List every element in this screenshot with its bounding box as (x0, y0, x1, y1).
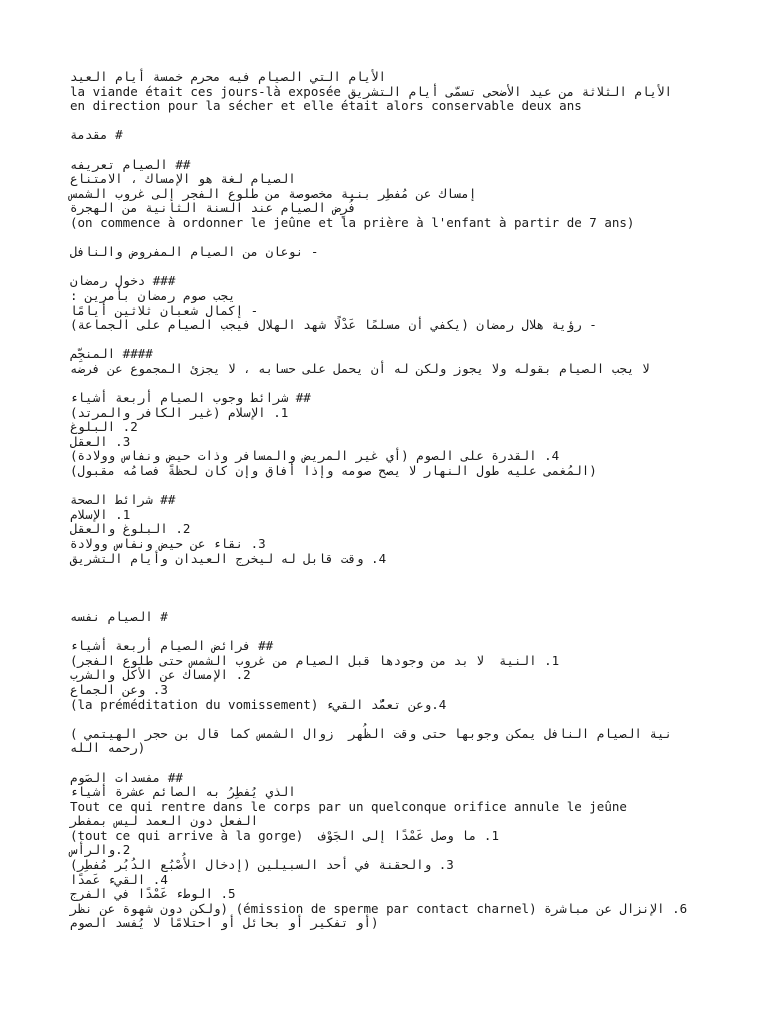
text-line: 2.والرأس (70, 842, 131, 858)
text-line: en direction pour la sécher et elle était alors conservable deux ans (70, 98, 582, 114)
blank-line (70, 566, 710, 581)
text-line: الفعل دون العمد ليس بمفطر (70, 813, 259, 829)
text-line: 1. النية لا بد من وجودها قبل الصيام من غروب الشمس حتى طلوع الفجر) (70, 652, 560, 668)
document-body (70, 70, 710, 931)
section-heading: ## الصيام تعريفه (70, 156, 191, 172)
text-line: 4. وقت قابل له ليخرج العيدان وأيام التشريق (70, 550, 387, 566)
text-line: الصيام لغة هو الإمساك ، الامتناع (70, 171, 296, 187)
text-line: (on commence à ordonner le jeûne et la prière à l'enfant à partir de 7 ans) (70, 214, 635, 230)
text-line: 4. القدرة على الصوم (أي غير المريض والمسافر وذات حيض ونفاس وولادة) (70, 448, 560, 464)
blank-line (70, 231, 710, 246)
text-line: - نوعان من الصيام المفروض والنافل (70, 244, 319, 260)
section-heading: #### المنجِّم (70, 346, 153, 362)
text-line: الأيام الثلاثة من عيد الأضحى تسمّى أيام التشريق la viande était ces jours-là exposée (70, 83, 673, 99)
blank-line (70, 479, 710, 494)
section-heading: ## شرائط الصحة (70, 492, 176, 508)
text-line: 1. ما وصل عَمْدًا إلى الجَوْف (tout ce qui arrive à la gorge) (70, 827, 499, 843)
text-line: 3. وعن الجماع (70, 681, 168, 697)
blank-line (70, 625, 710, 640)
blank-line (70, 114, 710, 129)
section-heading: # الصيام نفسه (70, 608, 168, 624)
blank-line (70, 333, 710, 348)
text-line: 3. والحقنة في أحد السبيلين (إدخال الأُصْبُع الدُبُر مُفطِر) (70, 857, 454, 873)
section-heading: ## مفسدات الصَوم (70, 769, 183, 785)
blank-line (70, 756, 710, 771)
text-line: 2. البلوغ (70, 419, 138, 435)
text-line: 3. العقل (70, 433, 131, 449)
text-line: 1. الإسلام (70, 506, 131, 522)
blank-line (70, 712, 710, 727)
text-line: 4.وعن تعمُّد القيء (la préméditation du vomissement) (70, 696, 447, 712)
text-line: 6. الإنزال عن مباشرة (émission de sperme par contact charnel) (ولكن دون شهوة عن نظر (70, 900, 688, 916)
blank-line (70, 581, 710, 596)
text-line: 4. القيء عَمدًا (70, 871, 168, 887)
blank-line (70, 143, 710, 158)
text-line: لا يجب الصيام بقوله ولا يجوز ولكن له أن يحمل على حسابه ، لا يجزئ المجموع عن فرضه (70, 360, 650, 376)
text-line: يجب صوم رمضان بأمرين : (70, 287, 236, 303)
text-line: - رؤية هلال رمضان (يكفي أن مسلمًا عَدْلًا شهد الهلال فيجب الصيام على الجماعة) (70, 317, 597, 333)
blank-line (70, 376, 710, 391)
text-line: 3. نقاء عن حيض ونفاس وولادة (70, 536, 266, 551)
blank-line (70, 595, 710, 610)
text-line: فُرِض الصيام عند السنة الثانية من الهجرة (70, 200, 356, 216)
text-line: إمساك عن مُفطِر بنية مخصوصة من طلوع الفجر إلى غروب الشمس (70, 185, 477, 201)
text-line: Tout ce qui rentre dans le corps par un quelconque orifice annule le jeûne (70, 798, 627, 814)
section-heading: ## شرائط وجوب الصيام أربعة أشياء (70, 390, 311, 406)
text-line: الأيام التي الصيام فيه محرم خمسة أيام العيد (70, 69, 387, 84)
text-line: الذي يُفطِرُ به الصائم عشرة أشياء (70, 784, 296, 800)
section-heading: ### دخول رمضان (70, 273, 176, 289)
text-line: - إكمال شعبان ثلاثين أيامًا (70, 302, 259, 318)
text-line: (المُغمى عليه طول النهار لا يصح صومه وإذا أفاق وإن كان لحظةً فصامُه مقبول) (70, 463, 597, 479)
text-line: 1. الإسلام (غير الكافر والمرتد) (70, 404, 289, 420)
text-line: 2. الإمساك عن الأكل والشرب (70, 667, 251, 683)
section-heading: ## فرائض الصيام أربعة أشياء (70, 638, 274, 654)
text-line: (أو تفكير أو بحائل أو احتلامًا لا يُفسد الصوم (70, 915, 379, 931)
blank-line (70, 260, 710, 275)
text-line: (رحمه الله (70, 740, 146, 756)
text-line: 2. البلوغ والعقل (70, 521, 191, 537)
section-heading: # مقدمة (70, 127, 123, 143)
text-line: نية الصيام النافل يمكن وجوبها حتى وقت الظُهر زوال الشمس كما قال بن حجر الهيتمي ) (70, 725, 673, 741)
text-line: 5. الوطء عَمْدًا في الفرج (70, 886, 236, 902)
